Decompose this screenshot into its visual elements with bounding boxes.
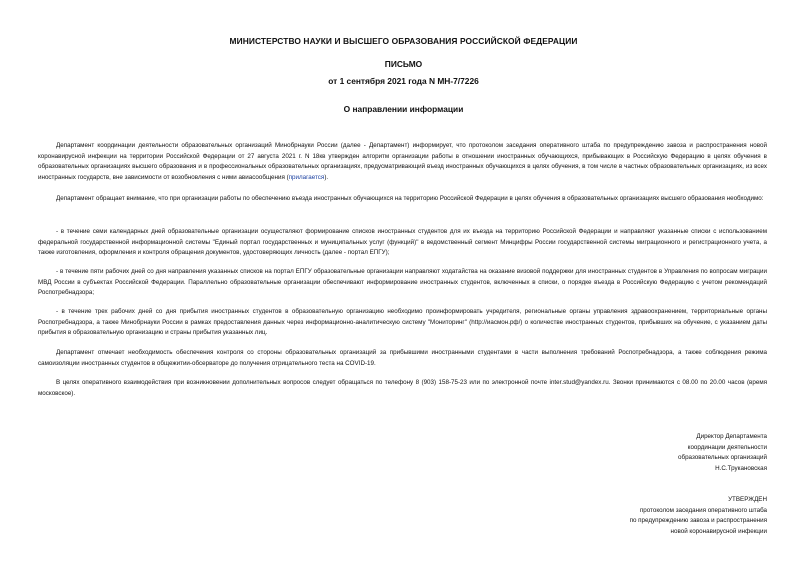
paragraph-1-end: ). [324, 173, 329, 181]
paragraph-1-text: Департамент координации деятельности образовательных организаций Минобрнауки России (далее - Департамент) информирует, что протоколом заседания оперативного штаба по предупреждению завоза и распространения новой коронавирусной инфекции на территории Российской Федерации от 27 августа 2021 г. N 18кв утвержден алгоритм организации работы в отношении иностранных обучающихся, прибывающих в Российскую Федерацию в целях обучения в образовательных организациях высшего образования и в профессиональных образовательных организациях, предусматривающий въезд иностранных обучающихся в целях обучения, в том числе в частных образовательных организациях, из всех иностранных государств, вне зависимости от возобновления с ними авиасообщения ( [38, 142, 767, 181]
paragraph-4: - в течение пяти рабочих дней со дня направления указанных списков на портал ЕПГУ образовательные организации направляют ходатайства на оказание визовой поддержки для иностранных студентов в Управления по вопросам миграции МВД России в субъектах Российской Федерации. Параллельно образовательные организации обеспечивают информирование иностранных студентов, включенных в списки, о порядке въезда в Российскую Федерацию с учетом рекомендаций Роспотребнадзора; [38, 268, 767, 297]
paragraph-5: - в течение трех рабочих дней со дня прибытия иностранных студентов в образовательную организацию необходимо проинформировать учредителя, региональные органы управления здравоохранением, территориальные органы Роспотребнадзора, а также Минобрнауки России в рамках предоставления данных через информационно-аналитическую систему "Мониторинг" (http://иасмон.рф/) о количестве иностранных студентов, прибывших на обучение, с указанием даты прибытия в образовательную организацию и страны прибытия указанных лиц. [38, 308, 767, 337]
approval-line-2: по предупреждению завоза и распространения [629, 517, 767, 525]
signature-department: координации деятельности [687, 443, 767, 451]
signature-position: Директор Департамента [696, 433, 767, 440]
paragraph-1 [38, 141, 767, 183]
ministry-title: МИНИСТЕРСТВО НАУКИ И ВЫСШЕГО ОБРАЗОВАНИЯ РОССИЙСКОЙ ФЕДЕРАЦИИ [229, 36, 578, 46]
signature-department-cont: образовательных организаций [678, 454, 767, 462]
approval-title: УТВЕРЖДЕН [728, 496, 767, 503]
paragraph-2: Департамент обращает внимание, что при организации работы по обеспечению въезда иностранных обучающихся на территорию Российской Федерации в целях обучения в образовательных организациях высшего образования необходимо: [56, 195, 764, 202]
approval-block [630, 495, 767, 537]
paragraph-6: Департамент отмечает необходимость обеспечения контроля со стороны образовательных организаций за прибывшими иностранными студентами в части выполнения требований Роспотребнадзора, а также соблюдения режима самоизоляции иностранных студентов в общежитии-обсерваторе до получения отрицательного теста на COVID-19. [38, 349, 767, 367]
attachment-link[interactable]: прилагается [288, 173, 325, 181]
document-subject: О направлении информации [343, 104, 464, 114]
paragraph-3: - в течение семи календарных дней образовательные организации осуществляют формирование списков иностранных студентов для их въезда на территорию Российской Федерации и направляют указанные списки с использованием федеральной государственной информационной системы "Единый портал государственных и муниципальных услуг (функций)" в ведомственный сегмент Минцифры России государственной системы миграционного и регистрационного учета, а также изготовления, оформления и контроля обращения документов, удостоверяющих личность (далее - портал ЕПГУ); [38, 228, 767, 257]
signature-name: Н.С.Трукановская [715, 464, 767, 472]
document-type: ПИСЬМО [384, 59, 423, 69]
document-date-number: от 1 сентября 2021 года N МН-7/7226 [328, 76, 479, 86]
paragraph-7: В целях оперативного взаимодействия при возникновении дополнительных вопросов следует обращаться по телефону 8 (903) 158-75-23 или по электронной почте inter.stud@yandex.ru. Звонки принимаются с 08.00 по 20.00 часов (время московское). [38, 379, 767, 397]
signature-block [678, 432, 767, 474]
approval-line-3: новой коронавирусной инфекции [670, 527, 767, 535]
approval-line-1: протоколом заседания оперативного штаба [639, 506, 767, 514]
